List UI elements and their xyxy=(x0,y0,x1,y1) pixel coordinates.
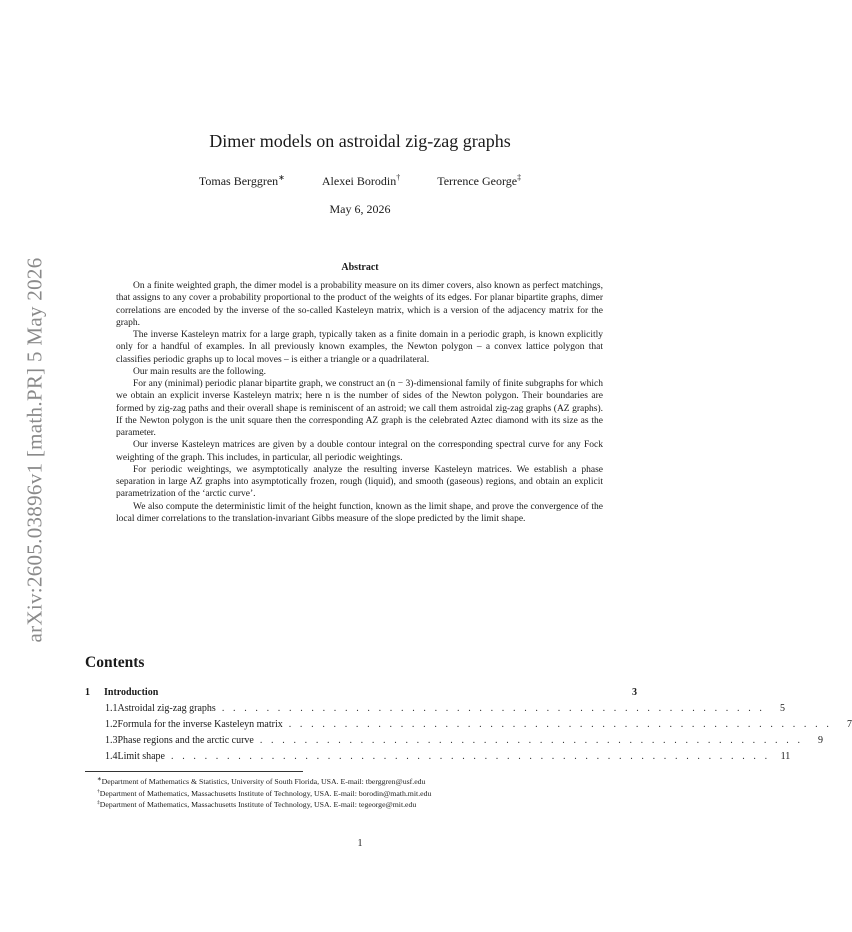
author-name: Alexei Borodin xyxy=(321,174,397,188)
toc-page-number: 11 xyxy=(780,751,791,762)
toc-entry-limit-shape[interactable] xyxy=(85,751,791,767)
toc-page-number: 3 xyxy=(632,687,637,698)
footnote-affiliation-1 xyxy=(97,776,637,788)
author-mark: ∗ xyxy=(278,173,285,182)
arxiv-identifier-text: arXiv:2605.03896v1 [math.PR] 5 May 2026 xyxy=(22,257,47,643)
toc-number: 1 xyxy=(85,687,90,698)
footnote-affiliation-3 xyxy=(97,799,637,811)
abstract-heading: Abstract xyxy=(341,262,379,273)
toc-number: 1.3 xyxy=(105,735,118,746)
footnote-text: Department of Mathematics & Statistics, University of South Florida, USA. E-mail: tberggren@usf.edu xyxy=(101,777,426,786)
footnote-rule xyxy=(85,771,303,772)
footnote-text: Department of Mathematics, Massachusetts Institute of Technology, USA. E-mail: tegeorge@mit.edu xyxy=(99,800,417,810)
toc-leader: . . . . . . . . . . . . . . . . . . . . . . . . . . . . . . . . . . . . . . . . . . . . . . . . . xyxy=(221,703,766,714)
toc-entry-inverse-kasteleyn-formula[interactable] xyxy=(85,719,852,735)
toc-title: Astroidal zig-zag graphs xyxy=(117,703,216,714)
footnote-mark: † xyxy=(97,788,100,794)
toc-title: Formula for the inverse Kasteleyn matrix xyxy=(117,719,283,730)
author-name: Tomas Berggren xyxy=(198,174,279,188)
toc-number: 1.4 xyxy=(105,751,118,762)
footnotes xyxy=(97,776,637,811)
footnote-affiliation-2 xyxy=(97,788,637,800)
toc-title: Introduction xyxy=(104,687,159,698)
abstract-body xyxy=(116,280,603,525)
contents-heading: Contents xyxy=(85,654,145,671)
toc-title: Phase regions and the arctic curve xyxy=(117,735,254,746)
abstract-paragraph: We also compute the deterministic limit of the height function, known as the limit shape, and prove the convergence of the local dimer correlations to the translation-invariant Gibbs measure of the slope predicted by the limit shape. xyxy=(116,501,603,524)
author-mark: † xyxy=(396,173,401,182)
author-list xyxy=(0,174,720,189)
table-of-contents xyxy=(85,687,852,767)
abstract-paragraph: For any (minimal) periodic planar bipartite graph, we construct an (n − 3)-dimensional family of finite subgraphs for which we obtain an explicit inverse Kasteleyn matrix; here n is the number of sides of the Newton polygon. Their boundaries are formed by zig-zag paths and their overall shape is reminiscent of an astroid; we call them astroidal zig-zag graphs (AZ graphs). If the Newton polygon is the unit square then the corresponding AZ graph is the celebrated Aztec diamond with its size as the parameter. xyxy=(116,379,603,438)
author-2 xyxy=(322,174,400,189)
abstract-paragraph: On a finite weighted graph, the dimer model is a probability measure on its dimer covers, also known as perfect matchings, that assigns to any cover a probability proportional to the product of the weights of its edges. For planar bipartite graphs, dimer correlations are encoded by the inverse of the so-called Kasteleyn matrix, which is a version of the adjacency matrix for the graph. xyxy=(116,281,603,328)
author-name: Terrence George xyxy=(437,174,518,188)
abstract-paragraph: The inverse Kasteleyn matrix for a large graph, typically taken as a finite domain in a periodic graph, is known explicitly only for a handful of examples. In all previously known examples, the Newton polygon – a convex lattice polygon that classifies periodic graphs up to local moves – is either a triangle or a quadrilateral. xyxy=(116,330,603,365)
author-3 xyxy=(437,174,521,189)
abstract-paragraph: Our main results are the following. xyxy=(133,366,266,377)
toc-page-number: 5 xyxy=(780,703,786,714)
toc-page-number: 9 xyxy=(818,735,824,746)
toc-number: 1.2 xyxy=(105,719,118,730)
toc-leader: . . . . . . . . . . . . . . . . . . . . . . . . . . . . . . . . . . . . . . . . . . . . . . . . . xyxy=(259,735,804,746)
author-1 xyxy=(199,174,285,189)
toc-page-number: 7 xyxy=(846,719,852,730)
arxiv-identifier xyxy=(20,250,50,650)
toc-entry-introduction[interactable] xyxy=(85,687,637,703)
abstract-paragraph: Our inverse Kasteleyn matrices are given by a double contour integral on the corresponding spectral curve for any Fock weighting of the graph. This includes, in particular, all periodic weightings. xyxy=(116,440,603,463)
paper-title: Dimer models on astroidal zig-zag graphs xyxy=(209,131,511,151)
footnote-mark: ∗ xyxy=(97,776,102,783)
toc-entry-astroidal-zig-zag-graphs[interactable] xyxy=(85,703,786,719)
author-mark: ‡ xyxy=(517,173,522,182)
page-number: 1 xyxy=(357,838,363,849)
toc-leader: . . . . . . . . . . . . . . . . . . . . . . . . . . . . . . . . . . . . . . . . . . . . . . . . . xyxy=(288,719,832,730)
toc-entry-phase-regions[interactable] xyxy=(85,735,824,751)
toc-number: 1.1 xyxy=(105,703,118,714)
toc-leader: . . . . . . . . . . . . . . . . . . . . . . . . . . . . . . . . . . . . . . . . . . . . . . . . . . . . . . xyxy=(171,751,771,762)
footnote-mark: ‡ xyxy=(97,799,100,806)
footnote-text: Department of Mathematics, Massachusetts Institute of Technology, USA. E-mail: borodin@math.mit.edu xyxy=(99,788,432,798)
publication-date: May 6, 2026 xyxy=(329,202,391,216)
toc-title: Limit shape xyxy=(117,751,165,762)
abstract-paragraph: For periodic weightings, we asymptotically analyze the resulting inverse Kasteleyn matrices. We establish a phase separation in large AZ graphs into asymptotically frozen, rough (liquid), and smooth (gaseous) regions, and obtain an explicit parametrization of the ‘arctic curve’. xyxy=(116,464,603,500)
